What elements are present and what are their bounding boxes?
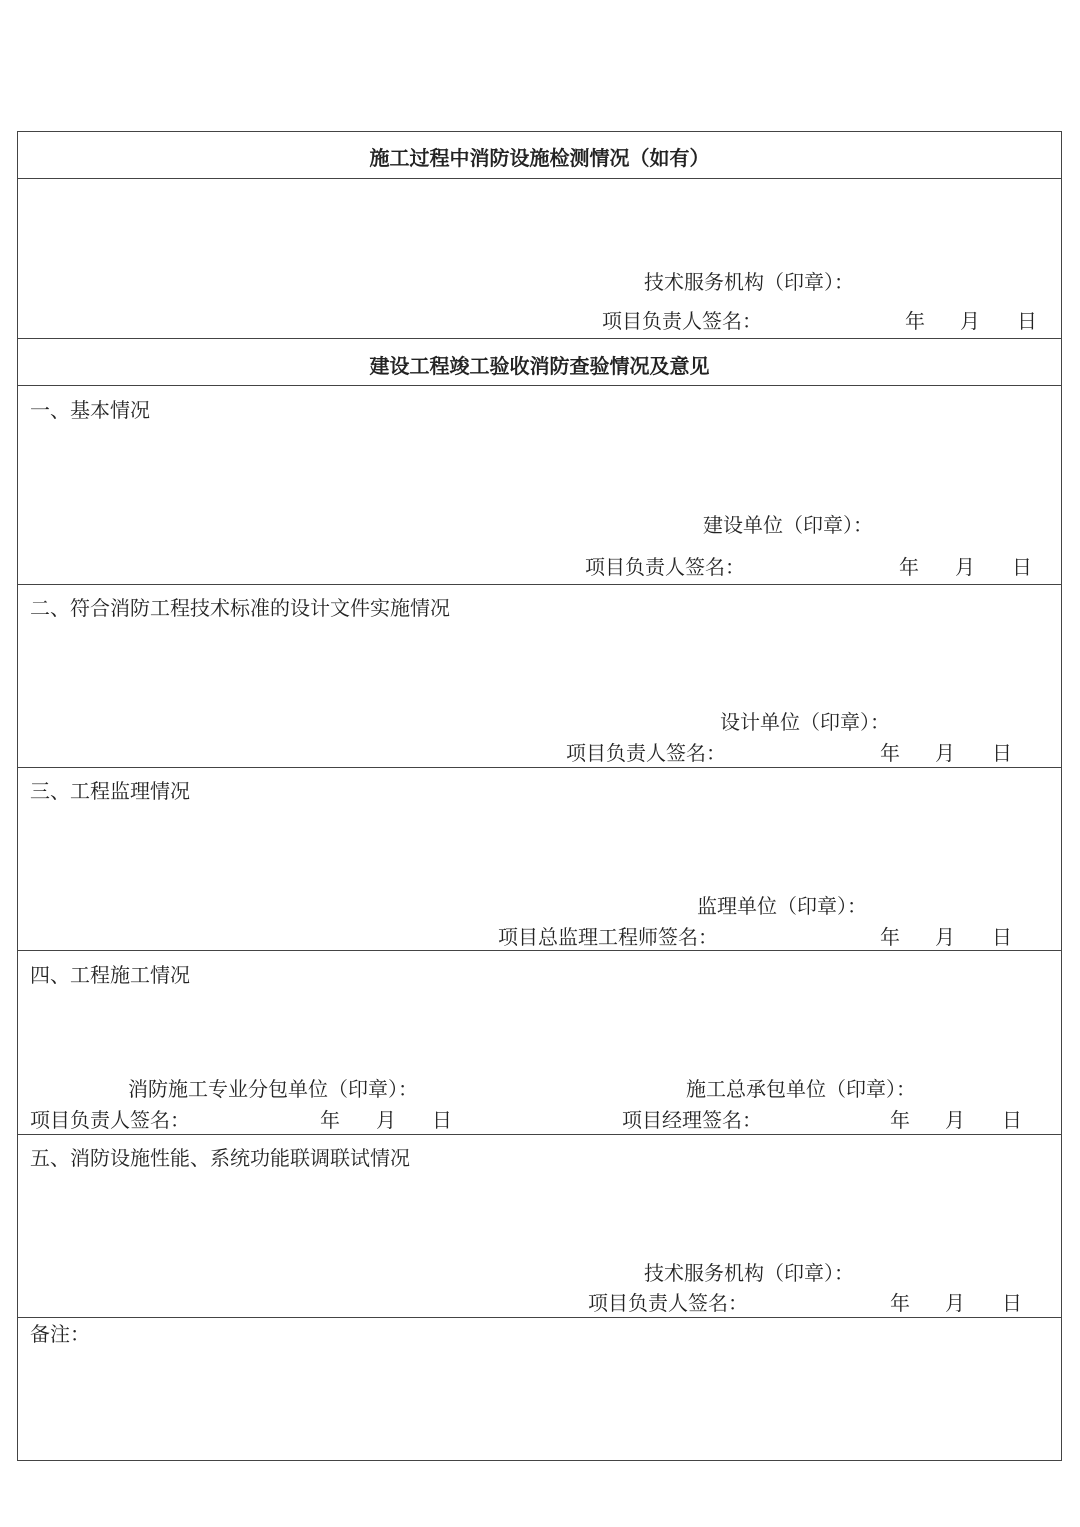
construction-sub-month: 月 xyxy=(376,1108,396,1132)
supervision-heading: 三、工程监理情况 xyxy=(30,779,190,803)
basic-year: 年 xyxy=(899,555,919,579)
design-org-label: 设计单位（印章）： xyxy=(720,710,890,734)
divider xyxy=(17,950,1062,951)
supervision-signer-label: 项目总监理工程师签名： xyxy=(498,925,718,949)
basic-month: 月 xyxy=(955,555,975,579)
basic-signer-label: 项目负责人签名： xyxy=(585,555,745,579)
divider xyxy=(17,385,1062,386)
construction-sub-org-label: 消防施工专业分包单位（印章）： xyxy=(128,1077,418,1101)
divider xyxy=(17,584,1062,585)
supervision-day: 日 xyxy=(992,925,1012,949)
construction-sub-day: 日 xyxy=(432,1108,452,1132)
construction-main-signer-label: 项目经理签名： xyxy=(622,1108,762,1132)
divider xyxy=(17,178,1062,179)
construction-main-year: 年 xyxy=(890,1108,910,1132)
divider xyxy=(17,767,1062,768)
construction-main-month: 月 xyxy=(945,1108,965,1132)
construction-main-org-label: 施工总承包单位（印章）： xyxy=(686,1077,916,1101)
detection-month: 月 xyxy=(960,309,980,333)
acceptance-title: 建设工程竣工验收消防查验情况及意见 xyxy=(369,354,710,378)
design-year: 年 xyxy=(880,741,900,765)
basic-org-label: 建设单位（印章）： xyxy=(703,513,873,537)
performance-signer-label: 项目负责人签名： xyxy=(588,1291,748,1315)
design-day: 日 xyxy=(992,741,1012,765)
divider xyxy=(17,1317,1062,1318)
design-heading: 二、符合消防工程技术标准的设计文件实施情况 xyxy=(30,596,450,620)
detection-title: 施工过程中消防设施检测情况（如有） xyxy=(369,146,710,170)
performance-year: 年 xyxy=(890,1291,910,1315)
basic-day: 日 xyxy=(1012,555,1032,579)
design-month: 月 xyxy=(935,741,955,765)
supervision-org-label: 监理单位（印章）： xyxy=(697,894,867,918)
performance-org-label: 技术服务机构（印章）： xyxy=(644,1261,854,1285)
performance-heading: 五、消防设施性能、系统功能联调联试情况 xyxy=(30,1146,410,1170)
divider xyxy=(17,1134,1062,1135)
design-signer-label: 项目负责人签名： xyxy=(566,741,726,765)
construction-sub-signer-label: 项目负责人签名： xyxy=(30,1108,190,1132)
detection-day: 日 xyxy=(1017,309,1037,333)
performance-month: 月 xyxy=(945,1291,965,1315)
divider xyxy=(17,338,1062,339)
performance-day: 日 xyxy=(1002,1291,1022,1315)
construction-main-day: 日 xyxy=(1002,1108,1022,1132)
detection-org-label: 技术服务机构（印章）： xyxy=(644,270,854,294)
construction-sub-year: 年 xyxy=(320,1108,340,1132)
basic-heading: 一、基本情况 xyxy=(30,398,150,422)
remarks-label: 备注： xyxy=(30,1322,90,1346)
supervision-month: 月 xyxy=(935,925,955,949)
detection-signer-label: 项目负责人签名： xyxy=(602,309,762,333)
supervision-year: 年 xyxy=(880,925,900,949)
construction-heading: 四、工程施工情况 xyxy=(30,963,190,987)
detection-year: 年 xyxy=(905,309,925,333)
